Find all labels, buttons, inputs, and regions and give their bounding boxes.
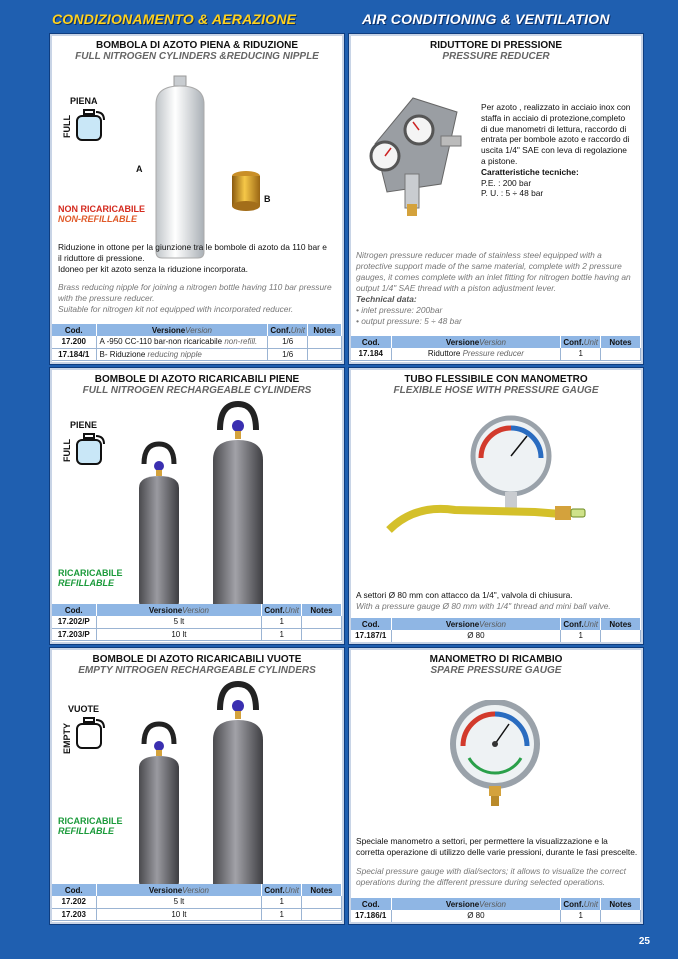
product-table <box>52 604 342 641</box>
col-notes: Notes <box>601 618 641 630</box>
brass-nipple-image <box>228 170 264 212</box>
pressure-gauge-image <box>447 700 543 808</box>
table-row: 17.187/1 Ø 80 1 <box>351 630 641 642</box>
product-panel-pressure-reducer <box>349 34 643 364</box>
col-version: VersioneVersion <box>391 898 561 910</box>
col-code: Cod. <box>52 604 96 616</box>
full-tag-vertical: FULL <box>62 439 72 462</box>
col-version: VersioneVersion <box>391 336 561 348</box>
page-header <box>0 0 678 32</box>
col-unit: Conf.Unit <box>268 324 308 336</box>
panel-title: TUBO FLESSIBILE CON MANOMETRO <box>404 374 588 385</box>
product-panel-rechargeable-empty <box>50 648 344 924</box>
col-notes: Notes <box>601 898 641 910</box>
product-panel-flexible-hose <box>349 368 643 644</box>
col-code: Cod. <box>351 336 391 348</box>
col-code: Cod. <box>52 324 96 336</box>
panel-title: RIDUTTORE DI PRESSIONE <box>429 40 563 51</box>
non-refillable-en: NON-REFILLABLE <box>58 214 137 224</box>
col-code: Cod. <box>52 884 96 896</box>
col-notes: Notes <box>308 324 342 336</box>
description-it: Riduzione in ottone per la giunzione tra le bombole di azoto da 110 bar e il riduttore di pressione. Idoneo per kit azoto senza la riduzione incorporata. <box>58 242 327 274</box>
cylinder-10lt-image <box>210 680 266 894</box>
full-tag-label: PIENE <box>70 420 98 430</box>
description-it: Speciale manometro a settori, per permettere la visualizzazione e la corretta operazione di utilizzo delle varie pressioni, durante le fasi prescelte. <box>356 836 638 857</box>
refillable-en: REFILLABLE <box>58 578 114 588</box>
label-a: A <box>136 164 143 174</box>
nitrogen-cylinder-image <box>148 74 212 260</box>
product-table <box>52 324 342 361</box>
col-unit: Conf.Unit <box>262 884 302 896</box>
table-row: 17.202/P 5 lt 1 <box>52 616 342 628</box>
hose-gauge-image <box>385 414 599 536</box>
table-row: 17.184 Riduttore Pressure reducer 1 <box>351 348 641 360</box>
col-notes: Notes <box>302 884 342 896</box>
panel-subtitle: SPARE PRESSURE GAUGE <box>430 665 562 676</box>
description-en: Nitrogen pressure reducer made of stainless steel equipped with a protective support made of the same material, complete with 2 pressure gauges, it comes complete with an inlet fitting for nitrogen bottle having an output 1/4" SAE thread with a piston adjustment lever. Technical data: • inlet pressure: 200bar • output pressure: 5 ÷ 48 bar <box>356 250 631 326</box>
col-notes: Notes <box>302 604 342 616</box>
col-version: VersioneVersion <box>96 884 262 896</box>
table-row: 17.200 A -950 CC-110 bar-non ricaricabile non-refill. 1/6 <box>52 336 342 348</box>
panel-subtitle: FULL NITROGEN RECHARGEABLE CYLINDERS <box>82 385 312 396</box>
header-title-it: CONDIZIONAMENTO & AERAZIONE <box>52 11 297 27</box>
table-row: 17.186/1 Ø 80 1 <box>351 910 641 922</box>
panel-subtitle: FLEXIBLE HOSE WITH PRESSURE GAUGE <box>393 385 599 396</box>
panel-title: BOMBOLE DI AZOTO RICARICABILI PIENE <box>94 374 300 385</box>
col-notes: Notes <box>601 336 641 348</box>
panel-title: BOMBOLE DI AZOTO RICARICABILI VUOTE <box>92 654 302 665</box>
product-table <box>52 884 342 921</box>
col-code: Cod. <box>351 898 391 910</box>
description-en: Special pressure gauge with dial/sectors; it allows to visualize the correct operations during the different pressure during selected operations. <box>356 866 626 887</box>
panel-title: BOMBOLA DI AZOTO PIENA & RIDUZIONE <box>95 40 299 51</box>
table-row: 17.184/1 B- Riduzione reducing nipple 1/6 <box>52 348 342 360</box>
col-unit: Conf.Unit <box>561 618 601 630</box>
table-row: 17.203/P 10 lt 1 <box>52 628 342 640</box>
panel-subtitle: EMPTY NITROGEN RECHARGEABLE CYLINDERS <box>78 665 316 676</box>
product-table <box>351 618 641 643</box>
cylinder-outline-icon <box>74 106 108 142</box>
page-number: 25 <box>638 936 650 947</box>
table-row: 17.203 10 lt 1 <box>52 908 342 920</box>
panel-title: MANOMETRO DI RICAMBIO <box>429 654 563 665</box>
description-it: A settori Ø 80 mm con attacco da 1/4", valvola di chiusura. <box>356 590 573 600</box>
empty-tag-vertical: EMPTY <box>62 722 72 754</box>
col-code: Cod. <box>351 618 391 630</box>
description-it: Per azoto , realizzato in acciaio inox con staffa in acciaio di protezione,completo di due manometri di lettura, raccordo di entrata per bombole azoto e raccordo di uscita 1/4" SAE con leva di regolazione a pistone. Caratteristiche tecniche: P.E. : 200 bar P. U. : 5 ÷ 48 bar <box>481 102 631 199</box>
product-table <box>351 336 641 361</box>
description-en: Brass reducing nipple for joining a nitrogen bottle having 110 bar pressure with the pressure reducer. Suitable for nitrogen kit not equipped with incorporated reducer. <box>58 282 332 314</box>
cylinder-outline-icon <box>74 714 108 750</box>
cylinder-5lt-image <box>136 720 182 888</box>
refillable-it: RICARICABILE <box>58 568 123 578</box>
refillable-it: RICARICABILE <box>58 816 123 826</box>
cylinder-10lt-image <box>210 400 266 614</box>
pressure-reducer-image <box>357 92 473 220</box>
product-panel-full-nitrogen <box>50 34 344 364</box>
product-table <box>351 898 641 923</box>
product-panel-rechargeable-full <box>50 368 344 644</box>
description-en: With a pressure gauge Ø 80 mm with 1/4" thread and mini ball valve. <box>356 601 611 611</box>
col-unit: Conf.Unit <box>561 336 601 348</box>
col-version: VersioneVersion <box>391 618 561 630</box>
header-title-en: AIR CONDITIONING & VENTILATION <box>362 11 610 27</box>
product-panel-spare-gauge <box>349 648 643 924</box>
col-unit: Conf.Unit <box>561 898 601 910</box>
col-version: VersioneVersion <box>96 604 262 616</box>
label-b: B <box>264 194 271 204</box>
full-tag-vertical: FULL <box>62 115 72 138</box>
table-row: 17.202 5 lt 1 <box>52 896 342 908</box>
refillable-en: REFILLABLE <box>58 826 114 836</box>
non-refillable-it: NON RICARICABILE <box>58 204 145 214</box>
empty-tag-label: VUOTE <box>68 704 100 714</box>
panel-subtitle: PRESSURE REDUCER <box>442 51 550 62</box>
panel-subtitle: FULL NITROGEN CYLINDERS &REDUCING NIPPLE <box>75 51 319 62</box>
cylinder-outline-icon <box>74 430 108 466</box>
col-unit: Conf.Unit <box>262 604 302 616</box>
cylinder-5lt-image <box>136 440 182 608</box>
col-version: VersioneVersion <box>96 324 268 336</box>
full-tag-label: PIENA <box>70 96 98 106</box>
